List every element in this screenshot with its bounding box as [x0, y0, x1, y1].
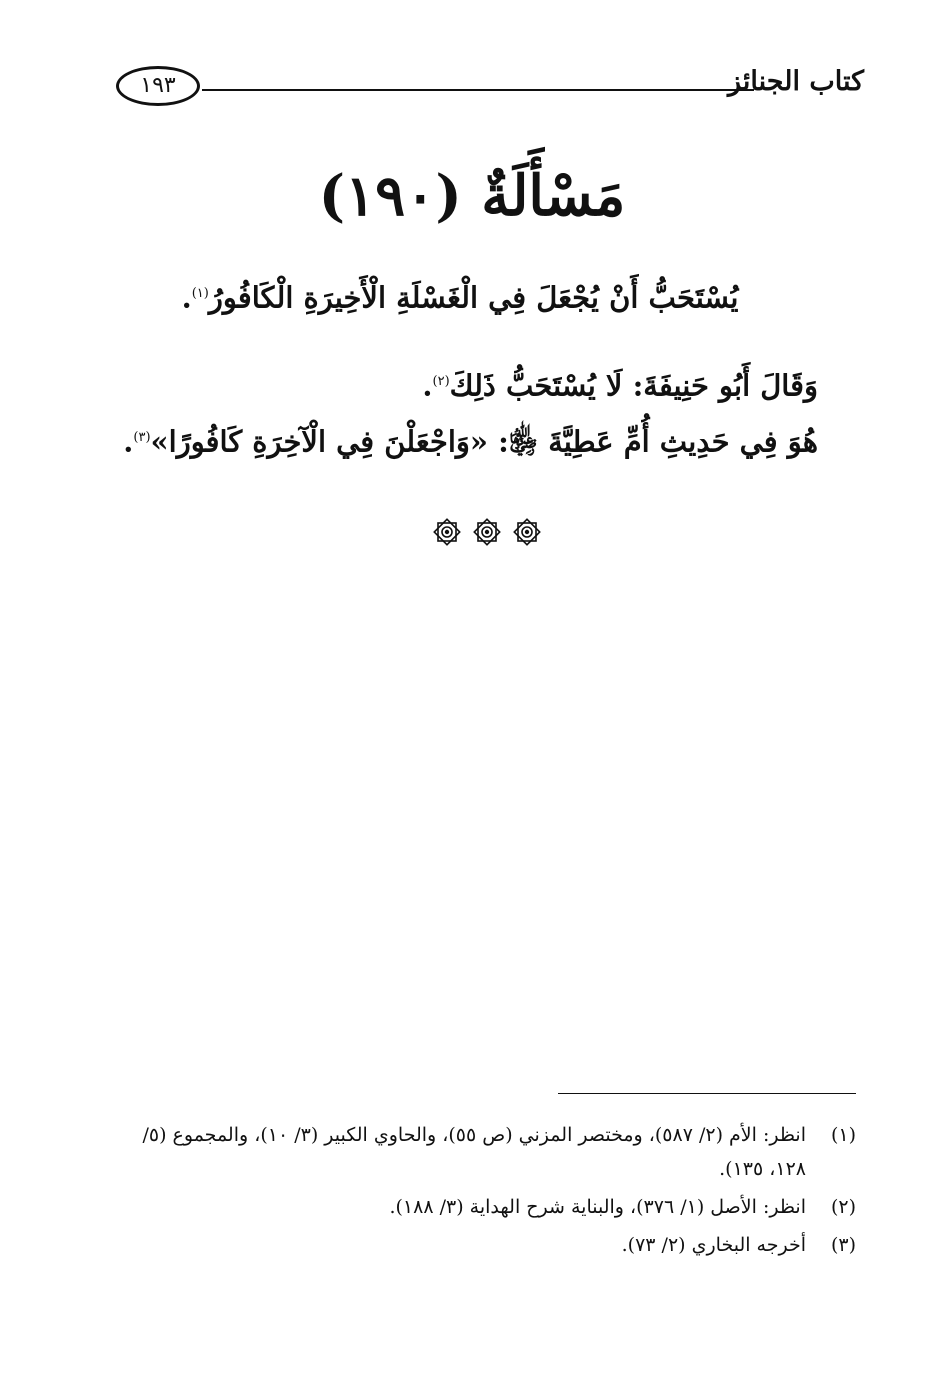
footnote-2: [116, 1190, 856, 1224]
running-title: كتاب الجنائز: [728, 66, 864, 97]
footnotes: [116, 1118, 856, 1266]
abu-hanifa-end: .: [422, 368, 433, 403]
abu-hanifa-line: [422, 356, 818, 412]
footnote-marker-2[interactable]: (٢): [432, 374, 450, 389]
footnote-3: [116, 1228, 856, 1262]
page-number: ١٩٣: [116, 66, 200, 106]
footnote-number: (٣): [830, 1234, 856, 1256]
flower-ornament-icon: [472, 517, 502, 547]
footnote-number: (١): [830, 1124, 856, 1146]
issue-heading: مَسْأَلَةٌ (١٩٠): [318, 163, 626, 229]
ruling-text: [100, 266, 820, 326]
section-divider-ornaments: [432, 512, 542, 552]
footnote-marker-1[interactable]: (١): [191, 286, 209, 301]
footnote-number: (٢): [830, 1196, 856, 1218]
hadith-sentence: هُوَ فِي حَدِيثِ أُمِّ عَطِيَّةَ ﵂: «وَاجْعَلْنَ فِي الْآخِرَةِ كَافُورًا»: [150, 424, 818, 459]
footnote-text: انظر: الأصل (١/ ٣٧٦)، والبناية شرح الهداية (٣/ ١٨٨).: [389, 1196, 806, 1218]
flower-ornament-icon: [512, 517, 542, 547]
page-header: [116, 62, 864, 108]
hadith-line: [123, 412, 818, 468]
footnote-marker-3[interactable]: (٣): [133, 430, 151, 445]
hadith-end: .: [123, 424, 134, 459]
footnote-1: [116, 1118, 856, 1186]
header-rule: [202, 89, 754, 91]
abu-hanifa-sentence: وَقَالَ أَبُو حَنِيفَةَ: لَا يُسْتَحَبُّ ذَلِكَ: [449, 368, 818, 403]
footnote-text: انظر: الأم (٢/ ٥٨٧)، ومختصر المزني (ص ٥٥)، والحاوي الكبير (٣/ ١٠)، والمجموع (٥/ ١٢٨، ١٣٥).: [142, 1124, 806, 1180]
flower-ornament-icon: [432, 517, 462, 547]
footnote-text: أخرجه البخاري (٢/ ٧٣).: [621, 1234, 806, 1256]
ruling-end: .: [181, 280, 192, 315]
ruling-sentence: يُسْتَحَبُّ أَنْ يُجْعَلَ فِي الْغَسْلَةِ الْأَخِيرَةِ الْكَافُورُ: [208, 280, 739, 315]
footnote-separator: [558, 1093, 856, 1094]
